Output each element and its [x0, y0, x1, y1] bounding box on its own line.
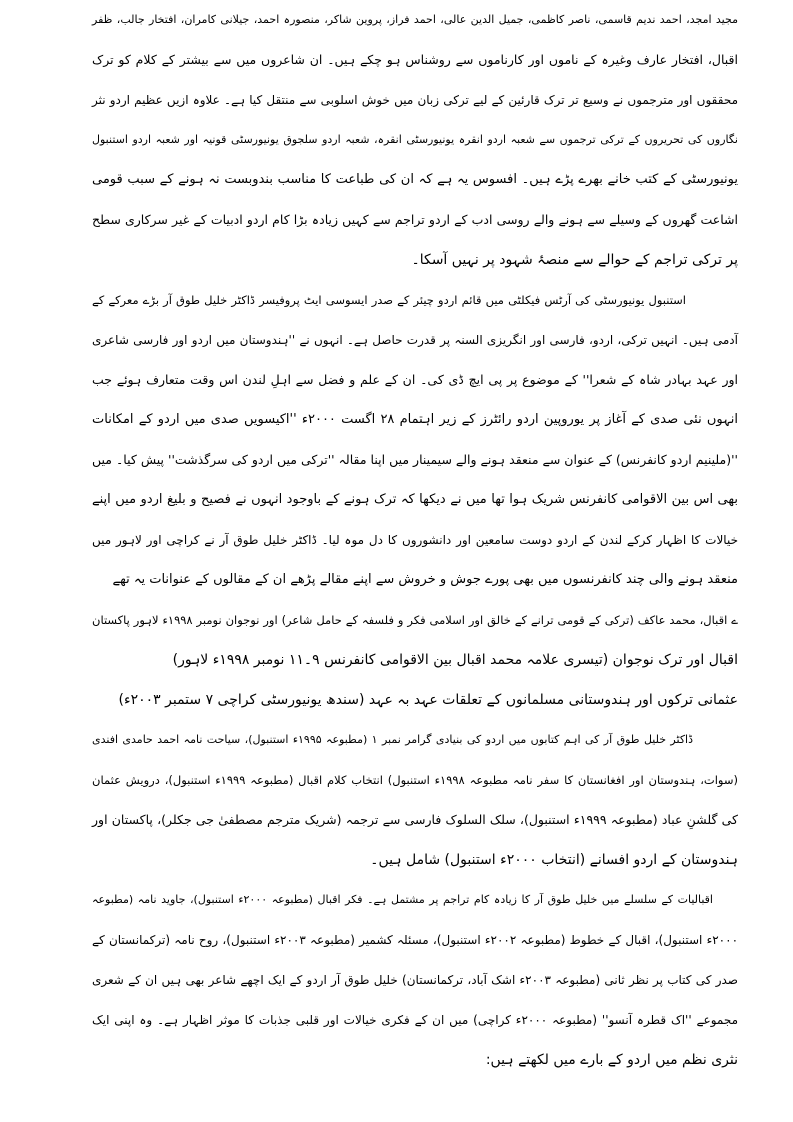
text-line: مجید امجد، احمد ندیم قاسمی، ناصر کاظمی، جمیل الدین عالی، احمد فراز، پروین شاکر، منصورہ احمد، جیلانی کامران، افتخار جالب، ظفر — [92, 13, 738, 26]
paragraph-start-line: ڈاکٹر خلیل طوق آر کی اہم کتابوں میں اردو کی بنیادی گرامر نمبر ۱ (مطبوعہ ۱۹۹۵ء استنبول)، سیاحت نامہ احمد حامدی افندی — [92, 733, 694, 746]
text-line: مجموعے ''اک قطرہ آنسو'' (مطبوعہ ۲۰۰۰ء کراچی) میں ان کے فکری خیالات اور قلبی جذبات کا موثر اظہار ہے۔ وہ اپنی ایک — [92, 1013, 739, 1027]
text-line: منعقد ہونے والی چند کانفرنسوں میں بھی پورے جوش و خروش سے اپنے مقالے پڑھے ان کے مقالوں کے عنوانات یہ تھے — [112, 572, 738, 587]
text-line: خیالات کا اظہار کرکے لندن کے اردو دوست سامعین اور دانشوروں کا دل موہ لیا۔ ڈاکٹر خلیل طوق آر نے کراچی اور لاہور میں — [92, 533, 738, 547]
text-line: نثری نظم میں اردو کے بارے میں لکھتے ہیں: — [485, 1052, 738, 1068]
text-line: کی گلشنِ عباد (مطبوعہ ۱۹۹۹ء استنبول)، سلک السلوک فارسی سے ترجمہ (شریک مترجم مصطفیٰ جی جکلر)، پاکستان اور — [92, 812, 738, 827]
text-line: صدر کی کتاب پر نظر ثانی (مطبوعہ ۲۰۰۳ء اشک آباد، ترکمانستان) خلیل طوق آر اردو کے ایک اچھے شاعر بھی ہیں ان کے شعری — [92, 973, 738, 987]
text-line: ۲۰۰۰ء استنبول)، اقبال کے خطوط (مطبوعہ ۲۰۰۲ء استنبول)، مسئلہ کشمیر (مطبوعہ ۲۰۰۳ء استنبول)، روح نامہ (ترکمانستان کے — [92, 933, 739, 947]
text-line: یونیورسٹی کے کتب خانے بھرے پڑے ہیں۔ افسوس یہ ہے کہ ان کی طباعت کا مناسب بندوبست نہ ہونے کے سبب قومی — [92, 172, 738, 187]
text-line: نگاروں کی تحریروں کے ترکی ترجموں سے شعبہ اردو انقرہ یونیورسٹی انقرہ، شعبہ اردو سلجوق یونیورسٹی قونیہ اور شعبہ اردو استنبول — [92, 133, 738, 146]
text-line: اقبال اور ترک نوجوان (تیسری علامہ محمد اقبال بین الاقوامی کانفرنس ۹۔۱۱ نومبر ۱۹۹۸ء لاہور) — [172, 652, 738, 668]
paragraph-start-line: استنبول یونیورسٹی کی آرٹس فیکلٹی میں قائم اردو چیئر کے صدر ایسوسی ایٹ پروفیسر ڈاکٹر خلیل طوق آر بڑے معرکے کے — [92, 293, 686, 307]
text-line: اشاعت گھروں کے وسیلے سے ہونے والے روسی ادب کے اردو تراجم سے کہیں زیادہ بڑا کام اردو ادبیات کے غیر سرکاری سطح — [92, 212, 738, 227]
text-line: پر ترکی تراجم کے حوالے سے منصۂ شہود پر نہیں آسکا۔ — [411, 252, 738, 268]
text-line: ''(ملینیم اردو کانفرنس) کے عنوان سے منعقد ہونے والے سیمینار میں اپنا مقالہ ''ترکی میں اردو کی سرگذشت'' پیش کیا۔ میں — [92, 452, 738, 467]
text-line: عثمانی ترکوں اور ہندوستانی مسلمانوں کے تعلقات عہد بہ عہد (سندھ یونیورسٹی کراچی ۷ ستمبر ۲۰۰۳ء) — [118, 692, 738, 708]
text-line: محققوں اور مترجموں نے وسیع تر ترک قارئین کے لیے ترکی زبان میں خوش اسلوبی سے منتقل کیا ہے۔ علاوہ ازیں عظیم اردو نثر — [92, 93, 738, 107]
paragraph-start-line: اقبالیات کے سلسلے میں خلیل طوق آر کا زیادہ کام تراجم پر مشتمل ہے۔ فکر اقبال (مطبوعہ ۲۰۰۰ء استنبول)، جاوید نامہ (مطبوعہ — [92, 893, 713, 906]
text-line: اور عہد بہادر شاہ کے شعرا'' کے موضوع پر پی ایچ ڈی کی۔ ان کے علم و فضل سے اہلِ لندن اس وقت متعارف ہوئے جب — [92, 372, 738, 387]
text-line: (سوات، ہندوستان اور افغانستان کا سفر نامہ مطبوعہ ۱۹۹۸ء استنبول) انتخاب کلام اقبال (مطبوعہ ۱۹۹۹ء استنبول)، درویش عثمان — [92, 773, 738, 787]
text-line: اقبال، افتخار عارف وغیرہ کے ناموں اور کارناموں سے روشناس ہو چکے ہیں۔ ان شاعروں میں سے بیشتر کے کلام کو ترک — [92, 52, 738, 67]
text-line: انہوں نئی صدی کے آغاز پر یوروپین اردو رائٹرز کے زیر اہتمام ۲۸ اگست ۲۰۰۰ء ''اکیسویں صدی میں اردو کے امکانات — [92, 412, 738, 427]
text-line: آدمی ہیں۔ انہیں ترکی، اردو، فارسی اور انگریزی السنہ پر قدرت حاصل ہے۔ انہوں نے ''ہندوستان میں اردو اور فارسی شاعری — [92, 333, 738, 347]
text-line: ہندوستان کے اردو افسانے (انتخاب ۲۰۰۰ء استنبول) شامل ہیں۔ — [370, 852, 738, 868]
text-line: ے اقبال، محمد عاکف (ترکی کے قومی ترانے کے خالق اور اسلامی فکر و فلسفہ کے حامل شاعر) اور نوجوان نومبر ۱۹۹۸ء لاہور پاکستان — [92, 613, 738, 627]
text-line: بھی اس بین الاقوامی کانفرنس شریک ہوا تھا میں نے دیکھا کہ ترک ہونے کے باوجود انہوں نے فصیح و بلیغ اردو میں اپنے — [92, 492, 738, 507]
